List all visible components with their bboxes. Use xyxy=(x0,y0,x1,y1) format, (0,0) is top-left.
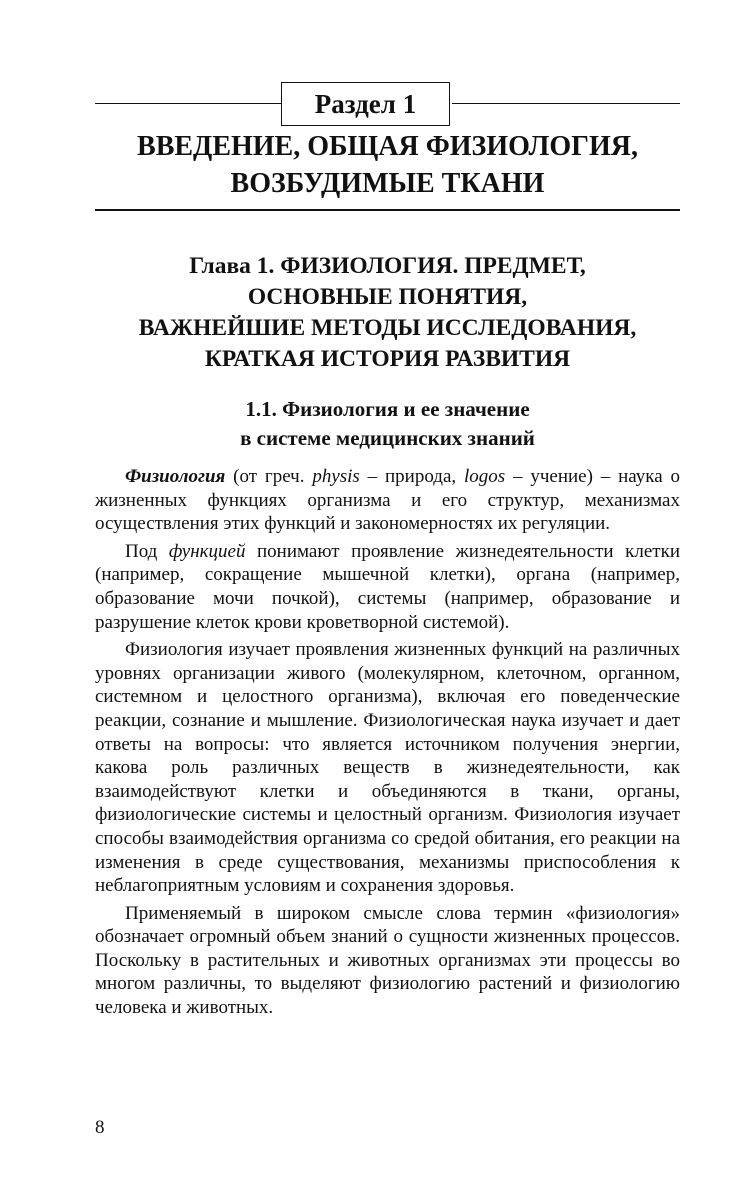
section-label: Раздел 1 xyxy=(314,88,417,119)
section-label-box xyxy=(281,82,450,126)
section-divider xyxy=(95,209,680,211)
page-number: 8 xyxy=(95,1117,105,1138)
subsection-title xyxy=(95,395,680,452)
chapter-title-line: ВАЖНЕЙШИЕ МЕТОДЫ ИССЛЕДОВАНИЯ, xyxy=(138,315,637,341)
term-function: функцией xyxy=(168,540,246,562)
greek-word: physis xyxy=(312,466,360,487)
paragraph-function xyxy=(95,540,680,634)
chapter-title-line: Глава 1. ФИЗИОЛОГИЯ. ПРЕДМЕТ, xyxy=(189,253,586,279)
text-run: – природа, xyxy=(359,466,464,487)
text-run: Под xyxy=(125,540,169,562)
paragraph-term-usage: Применяемый в широком смысле слова термин «физиология» обозначает огромный объем знаний о сущности жизненных процессов. Поскольку в растительных и животных организмах эти процессы во многом различны, то выделяют физиологию растений и физиологию человека и животных. xyxy=(95,902,680,1019)
text-run: – учение) – наука о жизненных функциях организма и его структур, механизмах осуществления этих функций и закономерностях их регуляции. xyxy=(95,466,680,535)
paragraph-scope: Физиология изучает проявления жизненных функций на различных уровнях организации живого (молекулярном, клеточном, органном, системном и целостного организма), включая его поведенческие реакции, сознание и мышление. Физиологическая наука изучает и дает ответы на вопросы: что является источником получения энергии, какова роль различных веществ в жизнедеятельности, как взаимодействуют клетки и объединяются в ткани, органы, физиологические системы и целостный организм. Физиология изучает способы взаимодействия организма со средой обитания, его реакции на изменения в среде существования, механизмы приспособления к неблагоприятным условиям и сохранения здоровья. xyxy=(95,639,680,897)
chapter-title-line: ОСНОВНЫЕ ПОНЯТИЯ, xyxy=(247,284,528,310)
greek-word: logos xyxy=(463,466,506,487)
chapter-title xyxy=(95,251,680,375)
section-title-line: ВВЕДЕНИЕ, ОБЩАЯ ФИЗИОЛОГИЯ, xyxy=(137,131,638,162)
section-title xyxy=(95,128,680,202)
subsection-title-line: в системе медицинских знаний xyxy=(240,425,535,450)
body-text xyxy=(95,465,680,1024)
term-physiology: Физиология xyxy=(125,466,226,487)
paragraph-definition xyxy=(95,465,680,536)
subsection-title-line: 1.1. Физиология и ее значение xyxy=(245,397,530,421)
section-header-rule-left xyxy=(95,103,281,104)
text-run: (от греч. xyxy=(225,466,313,487)
chapter-title-line: КРАТКАЯ ИСТОРИЯ РАЗВИТИЯ xyxy=(204,346,571,372)
text-run: понимают проявление жизнедеятельности клетки (например, сокращение мышечной клетки), органа (например, образование мочи почкой), системы (например, образование и разрушение клеток крови кроветворной системой). xyxy=(95,540,680,633)
section-title-line: ВОЗБУДИМЫЕ ТКАНИ xyxy=(230,168,545,199)
section-header-rule-right xyxy=(452,103,680,104)
